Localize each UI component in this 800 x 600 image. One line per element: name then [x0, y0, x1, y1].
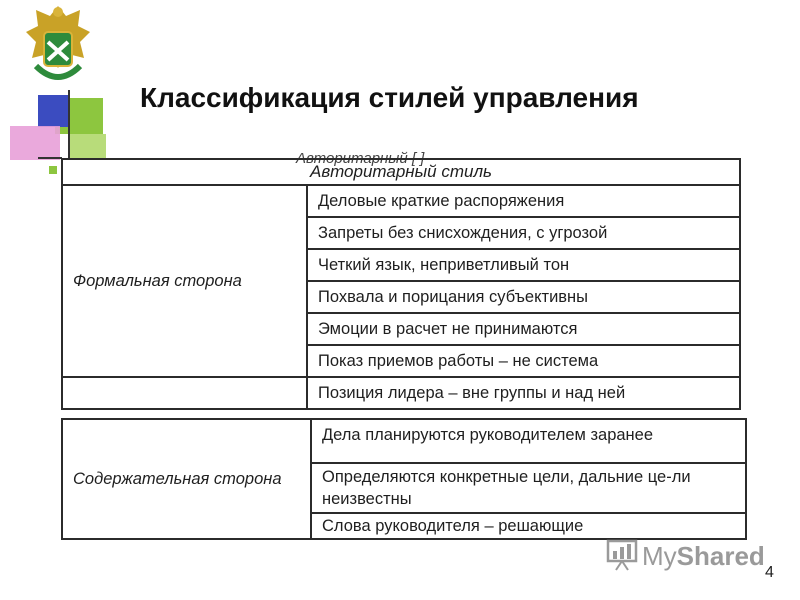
- table-row: Запреты без снисхождения, с угрозой: [307, 217, 740, 249]
- myshared-watermark: [606, 539, 766, 571]
- table-header: Авторитарный стиль: [62, 159, 740, 185]
- authoritarian-content-table: [61, 418, 747, 540]
- coat-of-arms-emblem: [22, 2, 94, 88]
- cut-heading: Авторитарный [ ]: [296, 150, 425, 167]
- table-row: Эмоции в расчет не принимаются: [307, 313, 740, 345]
- deco-vertical-line: [68, 90, 70, 160]
- table-row: Четкий язык, неприветливый тон: [307, 249, 740, 281]
- deco-square-blue: [38, 95, 68, 127]
- table-row: Похвала и порицания субъективны: [307, 281, 740, 313]
- table-row: Определяются конкретные цели, дальние це-ли неизвестны: [311, 463, 746, 513]
- presentation-icon: [606, 539, 638, 571]
- content-side-label: Содержательная сторона: [62, 419, 311, 539]
- table-row: Деловые краткие распоряжения: [307, 185, 740, 217]
- deco-small-square: [49, 166, 57, 174]
- page-number: 4: [765, 564, 774, 581]
- table-row: Позиция лидера – вне группы и над ней: [307, 377, 740, 409]
- formal-side-label: Формальная сторона: [62, 185, 307, 377]
- deco-square-pink: [10, 126, 60, 160]
- authoritarian-formal-table: [61, 158, 741, 410]
- table-row: Слова руководителя – решающие: [311, 513, 746, 539]
- slide-title: Классификация стилей управления: [140, 82, 639, 113]
- deco-square-lightgreen: [68, 134, 106, 160]
- watermark-text: MyShared: [642, 541, 765, 571]
- table-row: Дела планируются руководителем заранее: [311, 419, 746, 463]
- deco-horizontal-line: [38, 157, 62, 159]
- table-row: Показ приемов работы – не система: [307, 345, 740, 377]
- empty-cell: [62, 377, 307, 409]
